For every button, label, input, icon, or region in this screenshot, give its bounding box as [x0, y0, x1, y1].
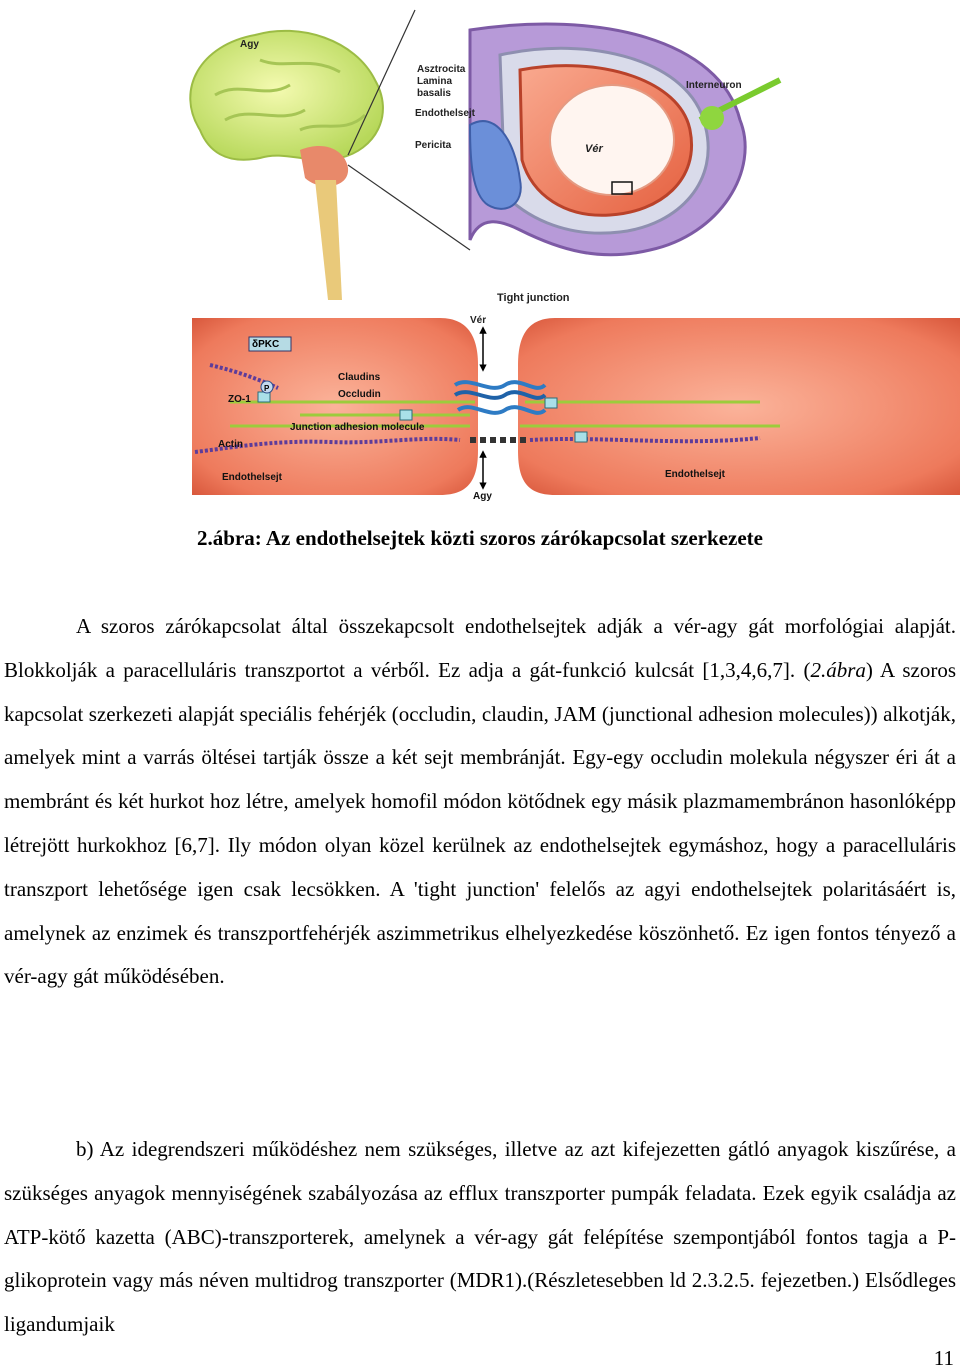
blood-label-junction: Vér	[470, 315, 487, 326]
blood-label-vessel: Vér	[585, 143, 603, 155]
actin-label: Actin	[218, 439, 243, 450]
figure-caption: 2.ábra: Az endothelsejtek közti szoros zárókapcsolat szerkezete	[197, 526, 763, 550]
endothelium-label-left: Endothelsejt	[222, 472, 283, 483]
brain-label-junction: Agy	[473, 491, 492, 502]
paragraph-1	[4, 605, 956, 999]
paragraph-2: b) Az idegrendszeri működéshez nem szükséges, illetve az azt kifejezetten gátló anyagok kiszűrése, a szükséges anyagok mennyiségének szabályozása az efflux transzporter pumpák feladata. Ezek egyik családja az ATP-kötő kazetta (ABC)-transzporterek, amelynek a vér-agy gát felépítése szempontjából fontos tagja a P-glikoprotein vagy más néven multidrog transzporter (MDR1).(Részletesebben ld 2.3.2.5. fejezetben.) Elsődleges ligandumjaik	[4, 1137, 956, 1337]
pericyte-label: Pericita	[415, 140, 452, 151]
figure-reference: 2.ábra	[810, 657, 866, 682]
phosphate-label: P	[264, 384, 270, 393]
lamina-label-line1: Lamina	[417, 76, 453, 87]
page-number: 11	[933, 1346, 954, 1370]
paragraph-1-start: A szoros zárókapcsolat által összekapcsolt endothelsejtek adják a vér-agy gát morfológiai alapját. Blokkolják a paracelluláris transzportot a vérből. Ez adja a gát-funkció kulcsát [1,3,4,6,7]. (	[4, 614, 956, 682]
endothelium-label-top: Endothelsejt	[415, 108, 476, 119]
vessel-illustration	[190, 10, 780, 300]
lamina-label-line2: basalis	[417, 88, 451, 99]
astrocyte-label: Asztrocita	[417, 64, 466, 75]
tight-junction-panel	[192, 305, 960, 510]
jam-label: Junction adhesion molecule	[290, 422, 425, 433]
dpkc-label: δPKC	[252, 339, 280, 350]
tight-junction-title: Tight junction	[497, 292, 570, 304]
brain-drawing	[190, 31, 383, 300]
paragraph-1-rest: ) A szoros kapcsolat szerkezeti alapját speciális fehérjék (occludin, claudin, JAM (junctional adhesion molecules)) alkotják, amelyek mint a varrás öltései tartják össze a két sejt membránját. Egy-egy occludin molekula négyszer éri át a membránt és két hurkot hoz létre, amelyek homofil módon kötődnek egy másik plazmamembránon hasonlóképp létrejött hurkokhoz [6,7]. Ily módon olyan közel kerülnek az endothelsejtek egymáshoz, hogy a paracelluláris transzport lehetősége igen csak lecsökken. A 'tight junction' felelős az agyi endothelsejtek polaritásáért is, amelynek az enzimek és transzportfehérjék aszimmetrikus elhelyezkedése köszönhető. Ez igen fontos tényező a vér-agy gát működésében.	[4, 657, 957, 989]
brain-label: Agy	[240, 39, 259, 50]
endothelium-label-right: Endothelsejt	[665, 469, 726, 480]
blood-brain-barrier-figure	[0, 0, 960, 515]
claudins-label: Claudins	[338, 372, 381, 383]
interneuron-label: Interneuron	[686, 80, 742, 91]
zo1-label: ZO-1	[228, 394, 251, 405]
occludin-label: Occludin	[338, 389, 381, 400]
